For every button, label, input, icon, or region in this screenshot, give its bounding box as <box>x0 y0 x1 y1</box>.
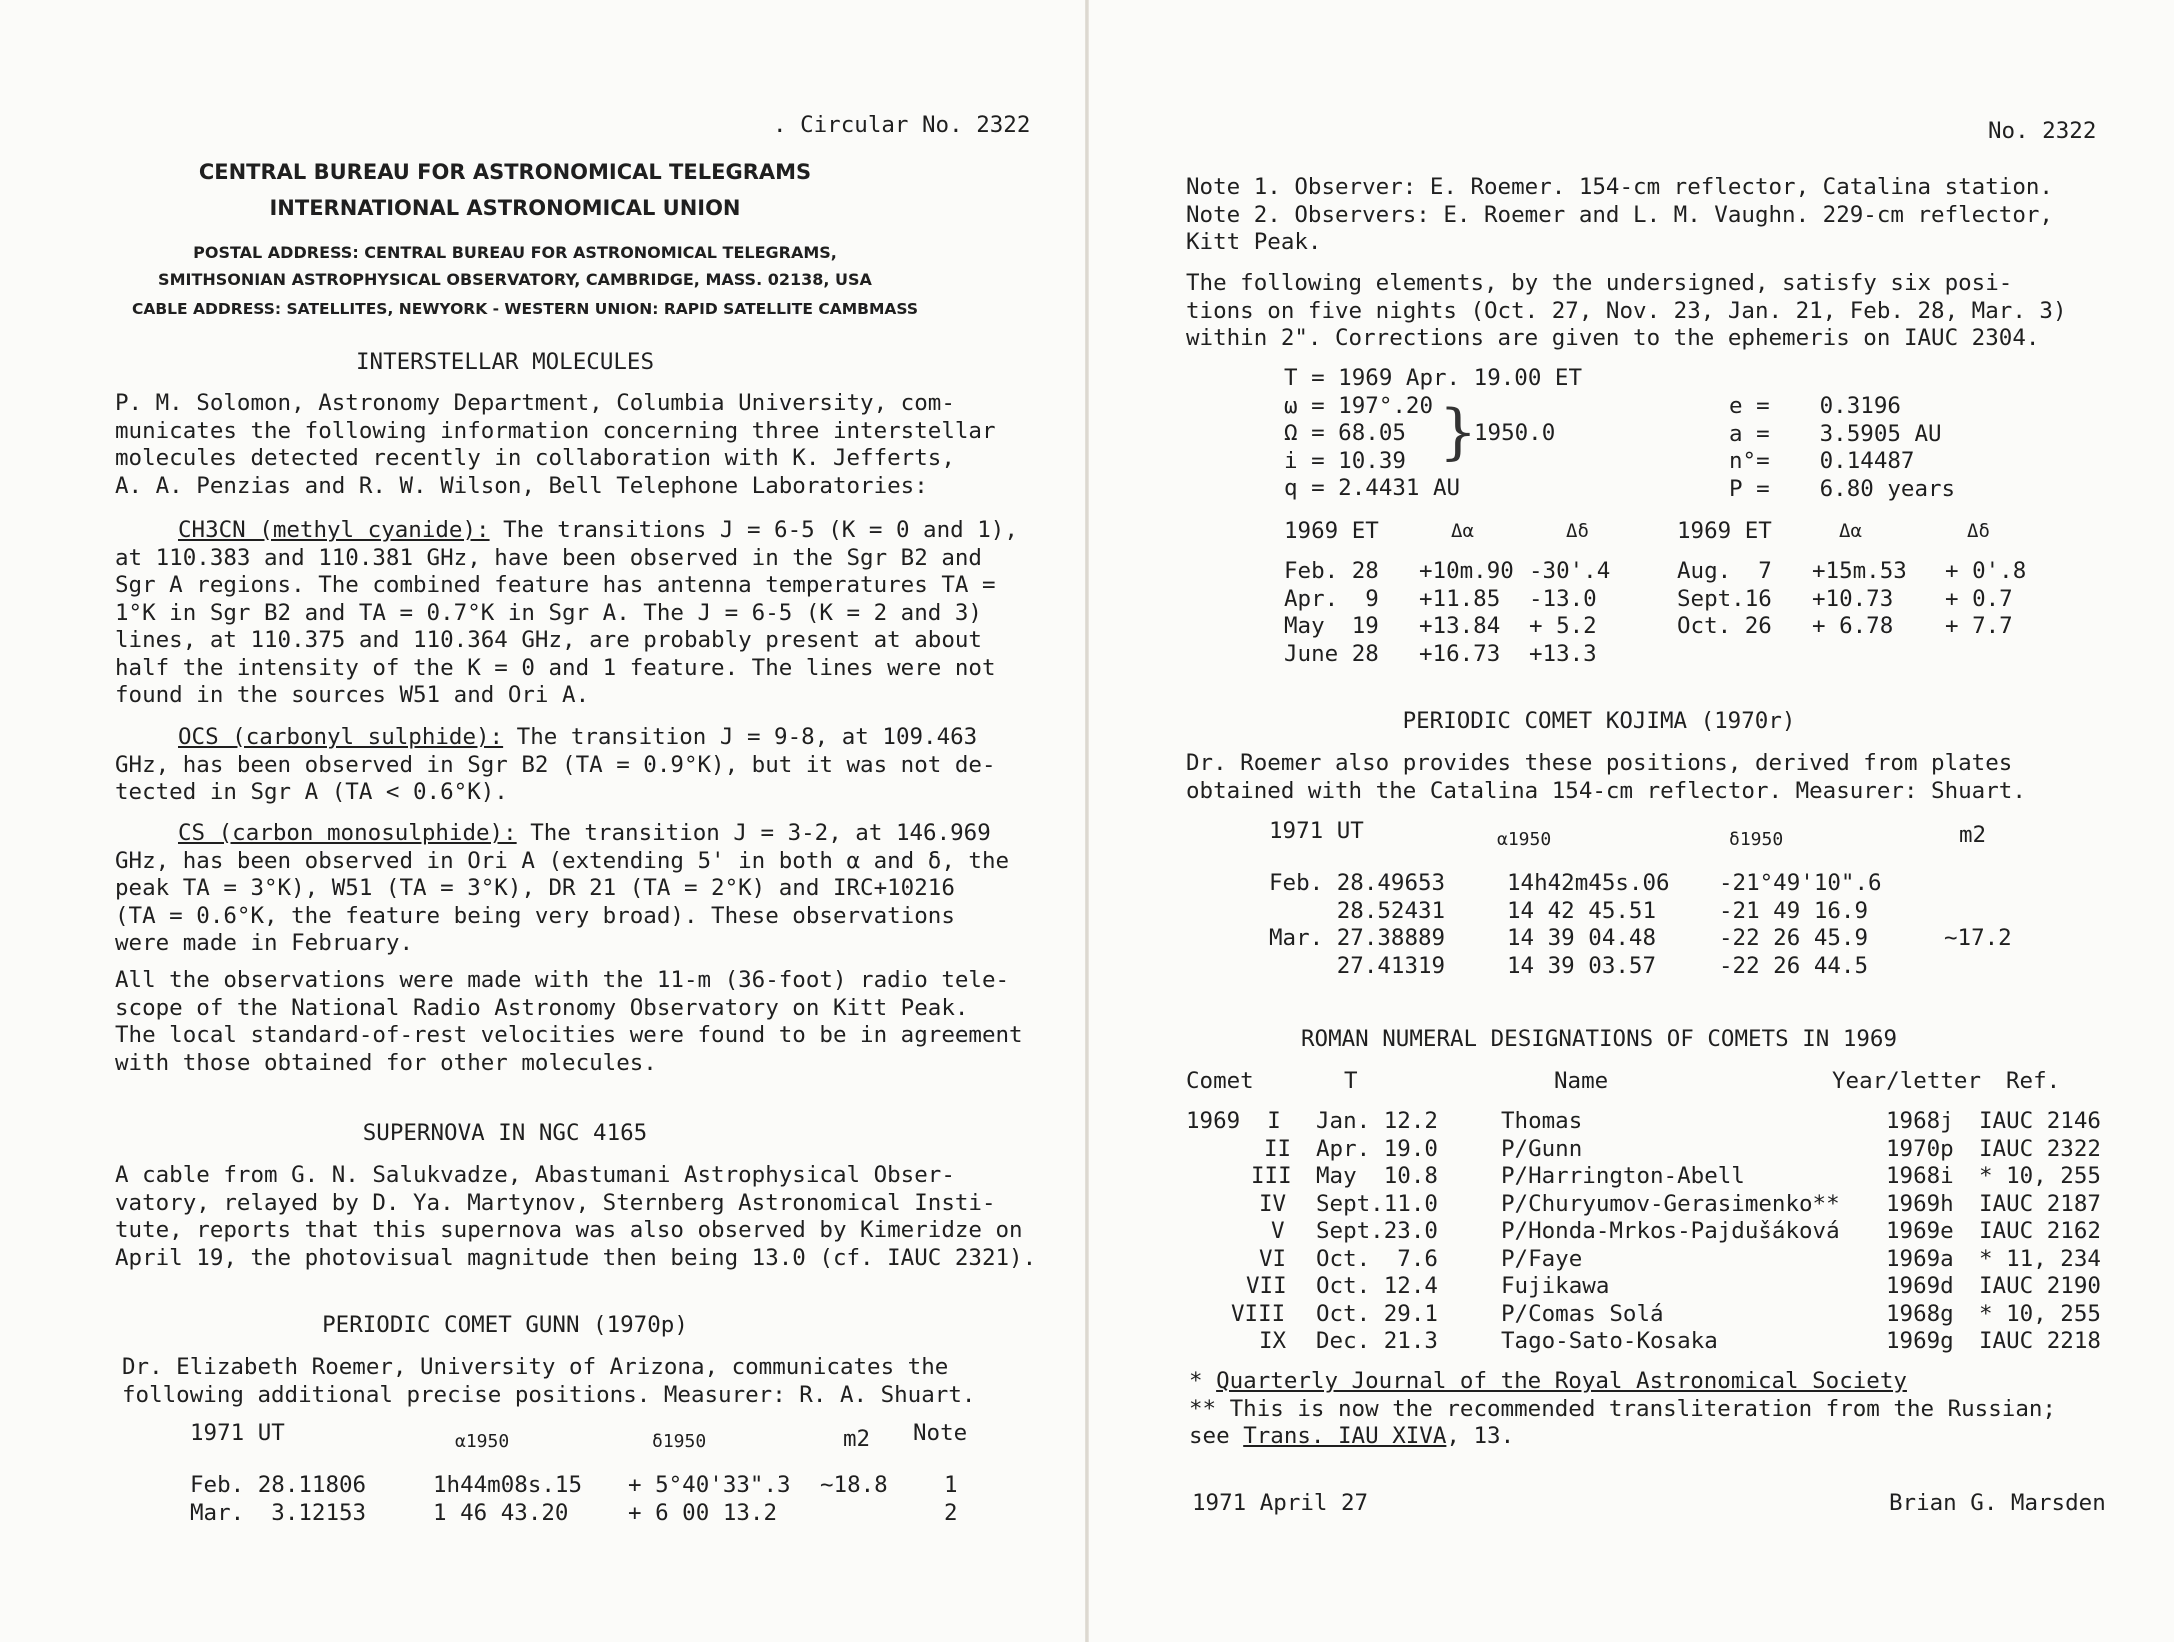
kojima-header-ut: 1971 UT <box>1269 818 1364 844</box>
header-line-5: CABLE ADDRESS: SATELLITES, NEWYORK - WESTERN UNION: RAPID SATELLITE CAMBMASS <box>131 300 918 318</box>
gunn-title: PERIODIC COMET GUNN (1970p) <box>322 1312 688 1338</box>
observations-paragraph: All the observations were made with the 11-m (36-foot) radio tele- scope of the National Radio Astronomy Observatory on Kitt Peak. The local standard-of-rest velocities were found to be in agreement with those obtained for other molecules. <box>115 967 1023 1076</box>
circular-date: 1971 April 27 <box>1192 1490 1369 1516</box>
corr-header-dd-r: Δδ <box>1967 520 1990 542</box>
circular-number: . Circular No. 2322 <box>773 112 1031 138</box>
corr-header-da-r: Δα <box>1839 520 1862 542</box>
right-page: No. 2322 Note 1. Observer: E. Roemer. 154-cm reflector, Catalina station. Note 2. Observers: E. Roemer and L. M. Vaughn. 229-cm reflector, Kitt Peak. The following elements, by the undersigned, satisfy six posi- tions on five nights (Oct. 27, Nov. 23, Jan. 21, Feb. 28, Mar. 3) within 2". Corrections are given to the ephemeris on IAUC 2304. T = 1969 Apr. 19.00 ET ω = 197°.20 Ω = 68.05 i = 10.39 q = 2.4431 AU } 1950.0 e = 0.3196 a = 3.5905 AU n°= 0.14487 P = 6.80 years 1969 ET Δα Δδ 1969 ET Δα Δδ Feb. 28 +10m.90 -30'.4 Apr. 9 +11.85 -13.0 May 19 +13.84 + 5.2 June 28 +16.73 +13.3 Aug. 7 +15m.53 + 0'.8 Sept.16 +10.73 + 0.7 Oct. 26 + 6.78 + 7.7 PERIODIC COMET KOJIMA (1970r) Dr. Roemer also provides these positions, derived from plates obtained with the Catalina 154-cm reflector. Measurer: Shuart. 1971 UT α1950 δ1950 m2 Feb. 28.49653 14h42m45s.06 -21°49'10".6 28.52431 14 42 45.51 -21 49 16.9 Mar. 27.38889 14 39 04.48 -22 26 45.9 ~17.2 27.41319 14 39 03.57 -22 26 44.5 ROMAN NUMERAL DESIGNATIONS OF COMETS IN 1969 Comet T Name Year/letter Ref. 1969 I Jan. 12.2 Thomas 1968j IAUC 2146 II Apr. 19.0 P/Gunn 1970p IAUC 2322 III May 10.8 P/Harrington-Abell 1968i * 10, 255 IV Sept.11.0 P/Churyumov-Gerasimenko** 1969h IAUC 2187 V Sept.23.0 P/Honda-Mrkos-Pajdušáková 1969e IAUC 2162 VI Oct. 7.6 P/Faye 1969a * 11, 234 VII Oct. 12.4 Fujikawa 1969d IAUC 2190 VIII Oct. 29.1 P/Comas Solá 1968g * 10, 255 IX Dec. 21.3 Tago-Sato-Kosaka 1969g IAUC 2218 * Quarterly Journal of the Royal Astronomical Society ** This is now the recommended transliteration from the Russian; see Trans. IAU XIVA, 13. 1971 April 27 Brian G. Marsden <box>1186 118 2106 1516</box>
footnote-trans-iau: Trans. IAU XIVA <box>1243 1423 1447 1449</box>
kojima-header-ra: α1950 <box>1497 829 1552 850</box>
cs-paragraph: CS (carbon monosulphide): The transition J = 3-2, at 146.969 GHz, has been observed in Ori A (extending 5' in both α and δ, the peak TA = 3°K), W51 (TA = 3°K), DR 21 (TA = 2°K) and IRC+10216 (TA = 0.6°K, the feature being very broad). These observations were made in February. <box>115 820 1010 956</box>
corr-header-date-r: 1969 ET <box>1677 518 1772 544</box>
corr-header-dd-l: Δδ <box>1566 520 1589 542</box>
brace-icon: } <box>1439 397 1478 467</box>
interstellar-intro: P. M. Solomon, Astronomy Department, Columbia University, com- municates the following information concerning three interstellar molecules detected recently in collaboration with K. Jefferts, A. A. Penzias and R. W. Wilson, Bell Telephone Laboratories: <box>115 390 996 499</box>
ocs-paragraph: OCS (carbonyl sulphide): The transition J = 9-8, at 109.463 GHz, has been observed in Sgr B2 (TA = 0.9°K), but it was not de- tected in Sgr A (TA < 0.6°K). <box>115 724 996 805</box>
header-line-4: SMITHSONIAN ASTROPHYSICAL OBSERVATORY, CAMBRIDGE, MASS. 02138, USA <box>158 270 872 289</box>
gunn-header-dec: δ1950 <box>652 1431 707 1452</box>
gunn-paragraph: Dr. Elizabeth Roemer, University of Arizona, communicates the following additional precise positions. Measurer: R. A. Shuart. <box>122 1354 976 1408</box>
ch3cn-label: CH3CN (methyl cyanide): <box>178 517 490 543</box>
footnote-journal: Quarterly Journal of the Royal Astronomical Society <box>1216 1368 1907 1394</box>
ocs-label: OCS (carbonyl sulphide): <box>178 724 504 750</box>
supernova-paragraph: A cable from G. N. Salukvadze, Abastumani Astrophysical Obser- vatory, relayed by D. Ya. Martynov, Sternberg Astronomical Insti- tute, reports that this supernova was also observed by Kimeridze on April 19, the photovisual magnitude then being 13.0 (cf. IAUC 2321). <box>115 1162 1037 1271</box>
left-page: . Circular No. 2322 CENTRAL BUREAU FOR ASTRONOMICAL TELEGRAMS INTERNATIONAL ASTRONOMICAL UNION POSTAL ADDRESS: CENTRAL BUREAU FOR ASTRONOMICAL TELEGRAMS, SMITHSONIAN ASTROPHYSICAL OBSERVATORY, CAMBRIDGE, MASS. 02138, USA CABLE ADDRESS: SATELLITES, NEWYORK - WESTERN UNION: RAPID SATELLITE CAMBMASS INTERSTELLAR MOLECULES P. M. Solomon, Astronomy Department, Columbia University, com- municates the following information concerning three interstellar molecules detected recently in collaboration with K. Jefferts, A. A. Penzias and R. W. Wilson, Bell Telephone Laboratories: CH3CN (methyl cyanide): The transitions J = 6-5 (K = 0 and 1), at 110.383 and 110.381 GHz, have been observed in the Sgr B2 and Sgr A regions. The combined feature has antenna temperatures TA = 1°K in Sgr B2 and TA = 0.7°K in Sgr A. The J = 6-5 (K = 2 and 3) lines, at 110.375 and 110.364 GHz, are probably present at about half the intensity of the K = 0 and 1 feature. The lines were not found in the sources W51 and Ori A. OCS (carbonyl sulphide): The transition J = 9-8, at 109.463 GHz, has been observed in Sgr B2 (TA = 0.9°K), but it was not de- tected in Sgr A (TA < 0.6°K). CS (carbon monosulphide): The transition J = 3-2, at 146.969 GHz, has been observed in Ori A (extending 5' in both α and δ, the peak TA = 3°K), W51 (TA = 3°K), DR 21 (TA = 2°K) and IRC+10216 (TA = 0.6°K, the feature being very broad). These observations were made in February. All the observations were made with the 11-m (36-foot) radio tele- scope of the National Radio Astronomy Observatory on Kitt Peak. The local standard-of-rest velocities were found to be in agreement with those obtained for other molecules. SUPERNOVA IN NGC 4165 A cable from G. N. Salukvadze, Abastumani Astrophysical Obser- vatory, relayed by D. Ya. Martynov, Sternberg Astronomical Insti- tute, reports that this supernova was also observed by Kimeridze on April 19, the photovisual magnitude then being 13.0 (cf. IAUC 2321). PERIODIC COMET GUNN (1970p) Dr. Elizabeth Roemer, University of Arizona, communicates the following additional precise positions. Measurer: R. A. Shuart. 1971 UT α1950 δ1950 m2 Note Feb. 28.11806 1h44m08s.15 + 5°40'33".3 ~18.8 1 Mar. 3.12153 1 46 43.20 + 6 00 13.2 2 <box>0 0 1085 1642</box>
supernova-title: SUPERNOVA IN NGC 4165 <box>362 1120 648 1146</box>
roman-title: ROMAN NUMERAL DESIGNATIONS OF COMETS IN 1969 <box>1300 1026 1898 1052</box>
orbital-elements: T = 1969 Apr. 19.00 ET ω = 197°.20 Ω = 68.05 i = 10.39 q = 2.4431 AU <box>1284 365 1583 501</box>
signature: Brian G. Marsden <box>1889 1490 2106 1516</box>
gunn-header-ut: 1971 UT <box>190 1420 285 1446</box>
gunn-header-ra: α1950 <box>455 1431 510 1452</box>
cs-label: CS (carbon monosulphide): <box>178 820 517 846</box>
equinox: 1950.0 <box>1474 420 1556 446</box>
kojima-title: PERIODIC COMET KOJIMA (1970r) <box>1402 708 1796 734</box>
kojima-header-mag: m2 <box>1959 822 1987 848</box>
observer-notes: Note 1. Observer: E. Roemer. 154-cm reflector, Catalina station. Note 2. Observers: E. Roemer and L. M. Vaughn. 229-cm reflector, Kitt Peak. <box>1186 174 2053 255</box>
elements-paragraph: The following elements, by the undersigned, satisfy six posi- tions on five nights (Oct. 27, Nov. 23, Jan. 21, Feb. 28, Mar. 3) within 2". Corrections are given to the ephemeris on IAUC 2304. <box>1186 270 2067 351</box>
corr-header-date-l: 1969 ET <box>1284 518 1379 544</box>
circular-number-right: No. 2322 <box>1988 118 2097 144</box>
orbital-elements-right: e = 0.3196 a = 3.5905 AU n°= 0.14487 P = 6.80 years <box>1729 393 1956 502</box>
header-line-3: POSTAL ADDRESS: CENTRAL BUREAU FOR ASTRONOMICAL TELEGRAMS, <box>193 243 837 262</box>
footnotes: * Quarterly Journal of the Royal Astronomical Society ** This is now the recommended transliteration from the Russian; see Trans. IAU XIVA, 13. <box>1189 1368 2056 1449</box>
kojima-header-dec: δ1950 <box>1729 829 1784 850</box>
gunn-header-note: Note <box>913 1420 968 1446</box>
header-line-2: INTERNATIONAL ASTRONOMICAL UNION <box>269 196 741 220</box>
ch3cn-paragraph: CH3CN (methyl cyanide): The transitions J = 6-5 (K = 0 and 1), at 110.383 and 110.381 GHz, have been observed in the Sgr B2 and Sgr A regions. The combined feature has antenna temperatures TA = 1°K in Sgr B2 and TA = 0.7°K in Sgr A. The J = 6-5 (K = 2 and 3) lines, at 110.375 and 110.364 GHz, are probably present at about half the intensity of the K = 0 and 1 feature. The lines were not found in the sources W51 and Ori A. <box>115 517 1018 708</box>
corr-header-da-l: Δα <box>1451 520 1474 542</box>
gunn-header-mag: m2 <box>843 1426 871 1452</box>
kojima-paragraph: Dr. Roemer also provides these positions, derived from plates obtained with the Catalina 154-cm reflector. Measurer: Shuart. <box>1186 750 2026 804</box>
interstellar-title: INTERSTELLAR MOLECULES <box>355 349 654 375</box>
header-line-1: CENTRAL BUREAU FOR ASTRONOMICAL TELEGRAMS <box>198 160 812 184</box>
